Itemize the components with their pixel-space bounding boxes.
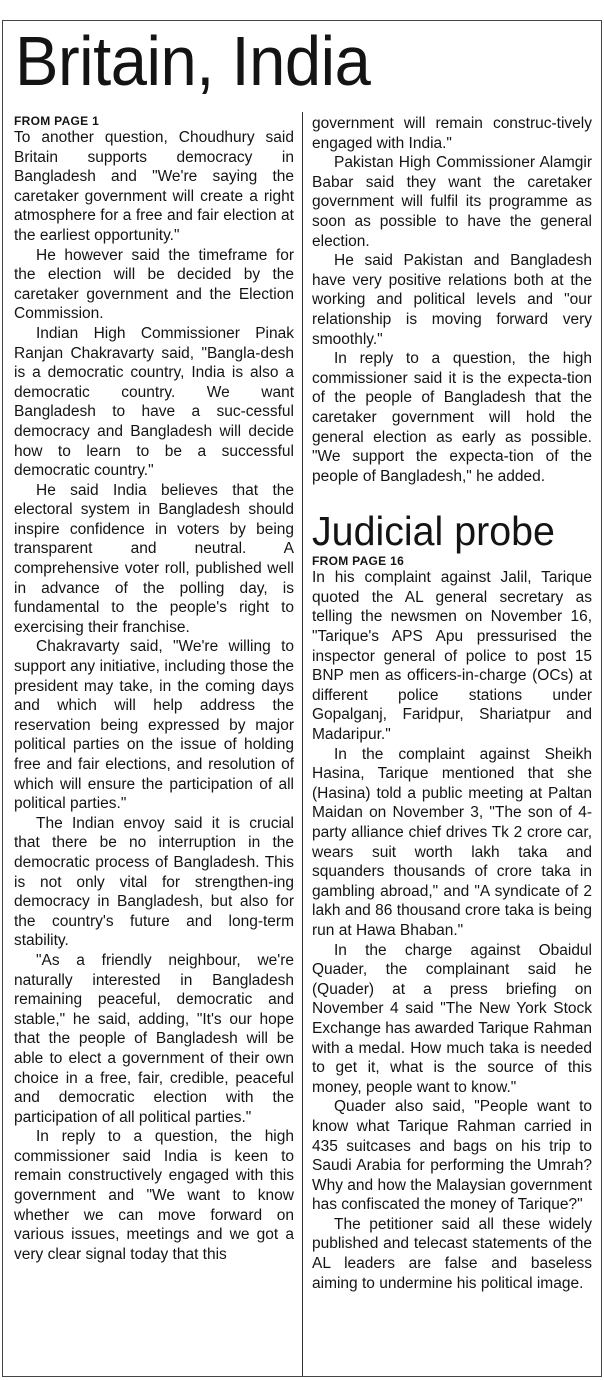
paragraph: Chakravarty said, "We're willing to support any initiative, including those the president may take, in the coming days and which will help address the reservation being expressed by major political parties on the issue of holding free and fair elections, and resolution of which will ensure the participation of all political parties." [14, 638, 294, 813]
paragraph: In his complaint against Jalil, Tarique quoted the AL general secretary as telling the newsmen on November 16, "Tarique's APS Apu pressurised the inspector general of police to post 15 BNP men as officers-in-charge (OCs) at different police stations under Gopalganj, Faridpur, Shariatpur and Madaripur." [312, 569, 592, 744]
paragraph: In the complaint against Sheikh Hasina, Tarique mentioned that she (Hasina) told a public meeting at Paltan Maidan on November 3, "The son of 4-party alliance chief drives Tk 2 crore car, wears suit worth lakh taka and squanders thousands of crore taka in gambling abroad," and "A syndicate of 2 lakh and 86 thousand crore taka is being run at Hawa Bhaban." [312, 745, 592, 939]
paragraph: Pakistan High Commissioner Alamgir Babar said they want the caretaker government will fulfil its programme as soon as possible to have the general election. [312, 154, 592, 250]
top-border [2, 20, 602, 21]
paragraph: The Indian envoy said it is crucial that there be no interruption in the democratic process of Bangladesh. This is not only vital for strengthen-ing democracy in Bangladesh, but also for the country's future and long-term stability. [14, 814, 294, 950]
left-border [2, 20, 3, 1376]
article-headline-britain-india: Britain, India [15, 22, 371, 100]
paragraph: "As a friendly neighbour, we're naturally interested in Bangladesh remaining peaceful, democratic and stable," he said, adding, "It's our hope that the people of Bangladesh will be able to elect a government of their own choice in a free, fair, credible, peaceful and democratic election with the participation of all political parties." [14, 951, 294, 1126]
paragraph: In reply to a question, the high commissioner said India is keen to remain constructively engaged with this government and "We want to know whether we can move forward on various issues, meetings and we got a very clear signal today that this [14, 1128, 294, 1263]
paragraph: In reply to a question, the high commissioner said it is the expecta-tion of the people of Bangladesh that the caretaker government will hold the general election as early as possible. "We support the expecta-tion of the people of Bangladesh," he added. [312, 350, 592, 485]
paragraph: The petitioner said all these widely published and telecast statements of the AL leaders are false and baseless aiming to undermine his political image. [312, 1215, 592, 1292]
paragraph: He said India believes that the electoral system in Bangladesh should inspire confidence in voters by being transparent and neutral. A comprehensive voter roll, published well in advance of the polling day, is fundamental to the people's right to exercising their franchise. [14, 481, 294, 636]
right-border [601, 20, 602, 1376]
paragraph: To another question, Choudhury said Britain supports democracy in Bangladesh and "We're saying the caretaker government will create a right atmosphere for a free and fair election at the earliest opportunity." [14, 129, 294, 244]
article-headline-judicial-probe: Judicial probe [312, 508, 555, 555]
paragraph: Indian High Commissioner Pinak Ranjan Chakravarty said, "Bangla-desh is a democratic country, India is also a democratic country. We want Bangladesh to have a suc-cessful democracy and Bangladesh will decide how to learn to be a successful democratic country." [14, 324, 294, 480]
paragraph: He said Pakistan and Bangladesh have very positive relations both at the working and political levels and "our relationship is moving forward very smoothly." [312, 252, 592, 348]
continuation-kicker: FROM PAGE 16 [312, 554, 405, 569]
continuation-kicker: FROM PAGE 1 [14, 114, 100, 128]
paragraph: In the charge against Obaidul Quader, the complainant said he (Quader) at a press briefing on November 4 said "The New York Stock Exchange has awarded Tarique Rahman with a medal. How much taka is needed to get it, what is the source of this money, people want to know." [312, 941, 592, 1096]
right-column [312, 114, 592, 1293]
bottom-border [2, 1376, 602, 1377]
paragraph: He however said the timeframe for the election will be decided by the caretaker government and the Election Commission. [14, 246, 294, 323]
paragraph: Quader also said, "People want to know what Tarique Rahman carried in 435 suitcases and bags on his trip to Saudi Arabia for performing the Umrah? Why and how the Malaysian government has confiscated the money of Tarique?" [312, 1098, 593, 1214]
left-column [14, 114, 294, 1264]
column-divider [302, 112, 303, 1376]
paragraph-continued: government will remain construc-tively engaged with India." [312, 115, 592, 152]
